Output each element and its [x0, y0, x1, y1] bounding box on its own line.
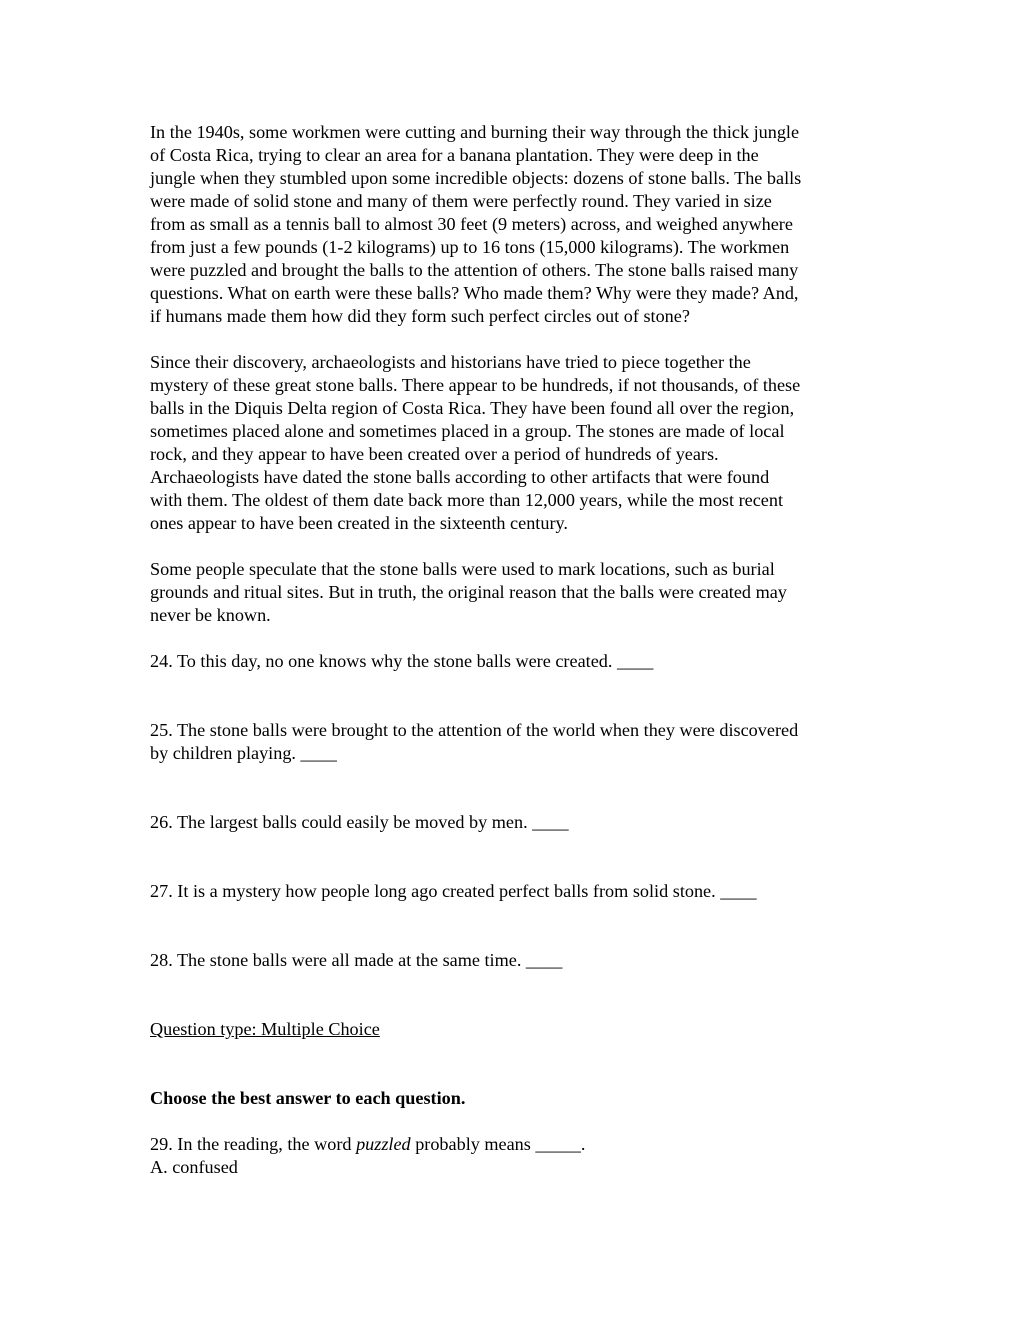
passage-line: questions. What on earth were these balls? Who made them? Why were they made? And, — [150, 283, 799, 303]
passage-line: with them. The oldest of them date back more than 12,000 years, while the most recent — [150, 490, 784, 510]
question-29-option-a: A. confused — [150, 1157, 238, 1177]
worksheet-page — [150, 121, 880, 1179]
instructions-block — [150, 1087, 880, 1110]
question-29-term: puzzled — [356, 1134, 411, 1154]
answer-space — [150, 903, 880, 949]
question-24 — [150, 650, 880, 673]
passage-paragraph-1 — [150, 121, 880, 328]
question-29-suffix: probably means _____. — [410, 1134, 586, 1154]
passage-line: were puzzled and brought the balls to the attention of others. The stone balls raised many — [150, 260, 799, 280]
question-25-text: by children playing. ____ — [150, 743, 337, 763]
question-29-text — [150, 1133, 880, 1156]
passage-line: balls in the Diquis Delta region of Costa Rica. They have been found all over the region, — [150, 398, 795, 418]
passage-line: Some people speculate that the stone balls were used to mark locations, such as burial — [150, 559, 775, 579]
question-28 — [150, 949, 880, 972]
answer-space — [150, 673, 880, 719]
answer-space — [150, 765, 880, 811]
question-type-heading — [150, 1018, 880, 1041]
passage-line: In the 1940s, some workmen were cutting and burning their way through the thick jungle — [150, 122, 800, 142]
passage-line: mystery of these great stone balls. There appear to be hundreds, if not thousands, of these — [150, 375, 801, 395]
instructions-text: Choose the best answer to each question. — [150, 1088, 466, 1108]
question-25-text: 25. The stone balls were brought to the attention of the world when they were discovered — [150, 720, 799, 740]
passage-line: of Costa Rica, trying to clear an area for a banana plantation. They were deep in the — [150, 145, 759, 165]
question-24-text: 24. To this day, no one knows why the stone balls were created. ____ — [150, 651, 654, 671]
passage-line: rock, and they appear to have been created over a period of hundreds of years. — [150, 444, 719, 464]
question-26 — [150, 811, 880, 834]
passage-line: sometimes placed alone and sometimes placed in a group. The stones are made of local — [150, 421, 785, 441]
question-28-text: 28. The stone balls were all made at the same time. ____ — [150, 950, 563, 970]
passage-line: jungle when they stumbled upon some incredible objects: dozens of stone balls. The balls — [150, 168, 802, 188]
question-27-text: 27. It is a mystery how people long ago created perfect balls from solid stone. ____ — [150, 881, 757, 901]
passage-paragraph-3 — [150, 558, 880, 627]
passage-line: Archaeologists have dated the stone balls according to other artifacts that were found — [150, 467, 770, 487]
answer-space — [150, 834, 880, 880]
section-space — [150, 1110, 880, 1133]
passage-line: never be known. — [150, 605, 271, 625]
question-25 — [150, 719, 880, 765]
passage-line: Since their discovery, archaeologists and historians have tried to piece together the — [150, 352, 751, 372]
question-27 — [150, 880, 880, 903]
question-29 — [150, 1133, 880, 1179]
passage-line: from just a few pounds (1-2 kilograms) up to 16 tons (15,000 kilograms). The workmen — [150, 237, 790, 257]
question-type-label: Question type: Multiple Choice — [150, 1019, 380, 1039]
passage-line: were made of solid stone and many of them were perfectly round. They varied in size — [150, 191, 772, 211]
passage-line: from as small as a tennis ball to almost 30 feet (9 meters) across, and weighed anywhere — [150, 214, 793, 234]
passage-paragraph-2 — [150, 351, 880, 535]
answer-space — [150, 972, 880, 1018]
passage-line: if humans made them how did they form such perfect circles out of stone? — [150, 306, 690, 326]
question-26-text: 26. The largest balls could easily be moved by men. ____ — [150, 812, 569, 832]
question-29-prefix: 29. In the reading, the word — [150, 1134, 357, 1154]
passage-line: ones appear to have been created in the sixteenth century. — [150, 513, 568, 533]
passage-line: grounds and ritual sites. But in truth, the original reason that the balls were created may — [150, 582, 787, 602]
section-space — [150, 1041, 880, 1087]
